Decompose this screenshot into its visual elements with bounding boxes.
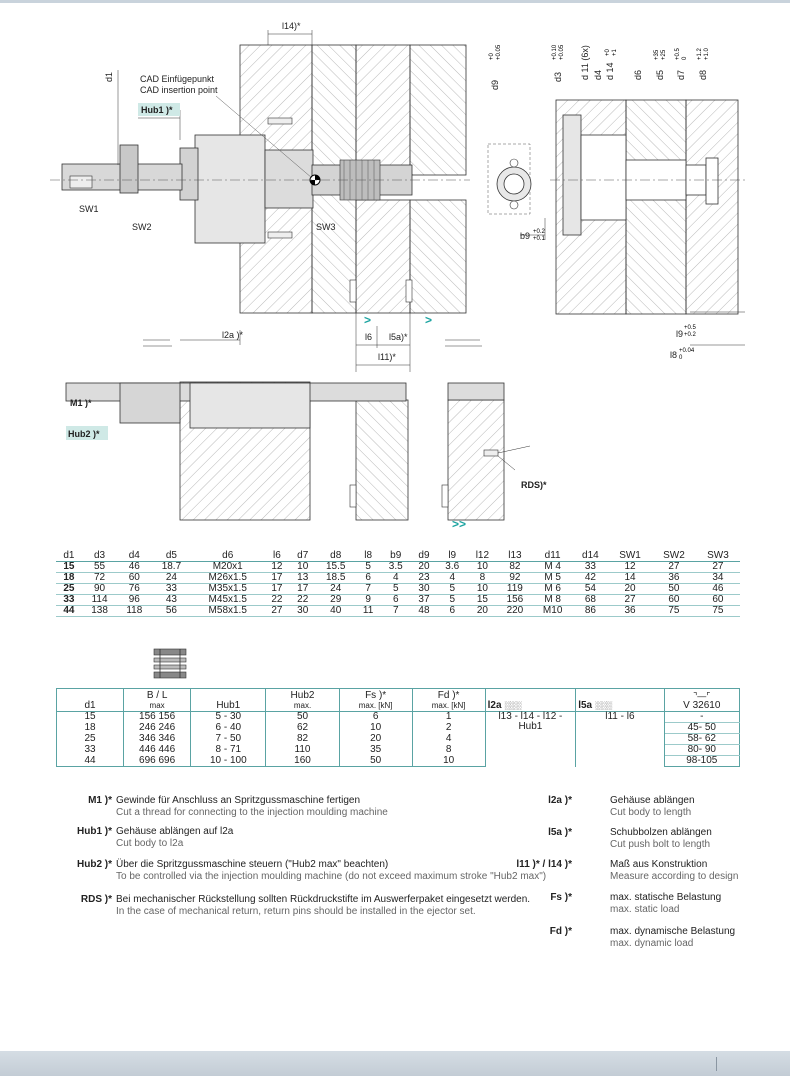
label-d3-tol-bot: +0.05: [559, 44, 565, 60]
table-cell: 55: [93, 561, 106, 572]
table-cell: 3.6: [445, 561, 460, 572]
note-item: [500, 859, 790, 885]
label-l2a: l2a )*: [222, 330, 244, 340]
table-cell: 18: [63, 572, 75, 583]
label-b9-tol-top: +0.2: [533, 229, 545, 235]
t1-header-cell: b9: [380, 549, 411, 562]
table-cell: 5: [365, 561, 371, 572]
note-key: l11 )* / l14 )*: [516, 859, 572, 870]
table-cell: 446 446: [124, 745, 191, 756]
table-cell: 25: [63, 583, 75, 594]
label-l11: l11)*: [378, 352, 396, 362]
note-text-de: Gewinde für Anschluss an Spritzgussmaschine fertigen: [116, 795, 361, 806]
table-cell: 10: [476, 583, 488, 594]
table-cell: 27: [712, 561, 724, 572]
table-cell: 48: [418, 605, 430, 616]
table-row: [56, 584, 740, 595]
table-cell: 4: [412, 734, 485, 745]
table-cell: 10: [297, 561, 309, 572]
t2-header-bl: B / L max: [124, 689, 191, 712]
table-cell: 33: [584, 561, 596, 572]
t2-header-l5a: l5a ░░░: [576, 689, 664, 712]
table-cell: 24: [330, 583, 342, 594]
table-cell: 5: [449, 594, 455, 605]
t1-header-cell: d4: [117, 549, 151, 562]
table-cell: M58x1.5: [208, 605, 247, 616]
table-cell: 10: [476, 561, 488, 572]
note-item: [500, 827, 790, 853]
page-footer: [0, 1051, 790, 1076]
table-cell: 30: [418, 583, 430, 594]
table-cell: 90: [93, 583, 106, 594]
table-cell: 9: [365, 594, 371, 605]
label-d5-tol-bot: +25: [661, 49, 667, 60]
table-cell: 27: [668, 561, 680, 572]
note-item: [0, 894, 540, 920]
svg-text:>>: >>: [452, 517, 467, 531]
label-d9-tol-bot: +0.05: [496, 44, 502, 60]
table-cell: 30: [297, 605, 309, 616]
table-cell: M 5: [544, 572, 561, 583]
table-cell: 10: [339, 723, 412, 734]
table-cell: 13: [297, 572, 309, 583]
table-cell: 76: [128, 583, 140, 594]
label-l8: l8: [670, 350, 678, 360]
table-cell: 20: [418, 561, 430, 572]
table-cell: M 8: [544, 594, 561, 605]
table-cell: 118: [126, 605, 143, 616]
t1-header-cell: SW1: [608, 549, 652, 562]
table-row: [56, 562, 740, 573]
table-cell: 10 - 100: [191, 756, 266, 767]
table-cell: 86: [584, 605, 596, 616]
table-cell: 5: [392, 583, 399, 594]
table-cell: 60: [668, 594, 680, 605]
front-detail-view: [488, 144, 545, 240]
label-cad-de: CAD Einfügepunkt: [140, 74, 215, 84]
t1-header-cell: SW2: [652, 549, 696, 562]
table-cell: 44: [57, 756, 124, 767]
label-d3-tol-top: +0.10: [552, 44, 558, 60]
stroke-load-table: [56, 688, 740, 767]
table-cell: 98-105: [664, 756, 739, 767]
label-d14-tol-top: +0: [605, 49, 611, 56]
label-cad-en: CAD insertion point: [140, 85, 218, 95]
table-row: [56, 606, 740, 617]
t1-header-cell: l9: [437, 549, 468, 562]
label-l6: l6: [365, 332, 373, 342]
table-cell: 62: [266, 723, 339, 734]
table-cell: 60: [712, 594, 724, 605]
table-cell: 17: [297, 583, 309, 594]
label-d9-tol-top: +0: [489, 53, 495, 60]
table-cell: 54: [584, 583, 596, 594]
table-cell: 5: [449, 583, 455, 594]
table-cell: 114: [91, 594, 108, 605]
table-cell: 44: [63, 605, 75, 616]
t1-header-cell: d3: [82, 549, 117, 562]
table-cell: 7 - 50: [191, 734, 266, 745]
note-text-en: Measure according to design: [610, 871, 739, 882]
table-cell: 35: [339, 745, 412, 756]
label-hub2: Hub2 )*: [68, 429, 100, 439]
label-d8: d8: [698, 69, 708, 80]
note-text-de: Gehäuse ablängen auf l2a: [116, 826, 234, 837]
table-cell: 22: [297, 594, 309, 605]
t2-header-fs: Fs )* max. [kN]: [339, 689, 412, 712]
table-cell: 20: [339, 734, 412, 745]
table-cell: 5 - 30: [191, 712, 266, 723]
svg-text:>: >: [425, 313, 433, 327]
label-l14: l14)*: [282, 21, 301, 31]
table-cell: M26x1.5: [208, 572, 247, 583]
label-d11: d 11 (6x): [580, 45, 590, 80]
note-text-de: Über die Spritzgussmaschine steuern ("Hub2 max" beachten): [116, 859, 389, 870]
table-cell: 346 346: [124, 734, 191, 745]
label-sw2: SW2: [132, 222, 152, 232]
table-cell: 18.7: [161, 561, 182, 572]
label-hub1: Hub1 )*: [141, 105, 173, 115]
label-l9: l9: [676, 329, 684, 339]
t1-header-cell: d7: [290, 549, 316, 562]
table-cell: 20: [476, 605, 488, 616]
label-d6: d6: [633, 69, 643, 80]
table-cell: 3.5: [388, 561, 403, 572]
t2-header-hub1: Hub1: [191, 689, 266, 712]
note-text-en: In the case of mechanical return, return pins should be installed in the ejector set.: [116, 906, 476, 917]
t1-header-cell: l6: [264, 549, 290, 562]
table-cell: 110: [266, 745, 339, 756]
table-cell: 33: [57, 745, 124, 756]
table-cell: 119: [506, 583, 523, 594]
label-sw3: SW3: [316, 222, 336, 232]
note-text-de: max. dynamische Belastung: [610, 926, 736, 937]
table-cell: 25: [57, 734, 124, 745]
label-d7-tol-top: +0.5: [675, 48, 681, 60]
table-cell: 12: [624, 561, 636, 572]
note-text-en: max. dynamic load: [610, 938, 694, 949]
note-item: [500, 926, 790, 952]
note-text-de: Maß aus Konstruktion: [610, 859, 708, 870]
table-cell: 6: [365, 572, 371, 583]
table-cell: M 4: [544, 561, 561, 572]
t1-header-cell: d14: [573, 549, 608, 562]
table-cell: 27: [271, 605, 283, 616]
table-cell: 45- 50: [664, 723, 739, 734]
table-cell: 50: [668, 583, 680, 594]
table-cell: 15: [63, 561, 75, 572]
note-text-en: max. static load: [610, 904, 680, 915]
table-cell: 33: [165, 583, 177, 594]
table-cell: M20x1: [212, 561, 243, 572]
t1-header-cell: d6: [192, 549, 264, 562]
table-cell: 2: [412, 723, 485, 734]
table-cell: 6: [449, 605, 455, 616]
table-cell: 220: [506, 605, 524, 616]
note-text-en: Cut push bolt to length: [610, 839, 711, 850]
note-key: l5a )*: [548, 827, 572, 838]
label-b9-tol-bot: +0.1: [533, 236, 545, 242]
table-cell: M35x1.5: [208, 583, 247, 594]
note-text-en: To be controlled via the injection moulding machine (do not exceed maximum stroke "Hub2 max"): [116, 871, 547, 882]
label-d14-tol-bot: +1: [612, 49, 618, 56]
table-cell: 14: [624, 572, 636, 583]
table-cell: M10: [542, 605, 563, 616]
label-d4: d4: [593, 69, 603, 80]
table-cell: 10: [412, 756, 485, 767]
label-d7-tol-bot: 0: [682, 56, 688, 60]
table-cell: 60: [128, 572, 140, 583]
table-cell: 42: [584, 572, 596, 583]
svg-text:>: >: [364, 313, 372, 327]
note-text-de: Gehäuse ablängen: [610, 795, 695, 806]
table-cell: 33: [63, 594, 75, 605]
table-cell: 11: [362, 605, 374, 616]
table-cell: 46: [128, 561, 140, 572]
t2-header-v: ⌝—⌜ V 32610: [664, 689, 739, 712]
table-cell: 24: [165, 572, 177, 583]
die-set-icon: [150, 645, 190, 681]
table-cell: 6 - 40: [191, 723, 266, 734]
table-cell: 6: [339, 712, 412, 723]
label-d9: d9: [490, 79, 500, 90]
note-key: Fs )*: [550, 892, 572, 903]
table-cell: 156: [506, 594, 524, 605]
table-cell: 56: [165, 605, 177, 616]
table-cell: 75: [712, 605, 724, 616]
table-cell: 138: [91, 605, 108, 616]
label-rds: RDS)*: [521, 480, 547, 490]
note-text-en: Cut a thread for connecting to the injection moulding machine: [116, 807, 388, 818]
table-cell: M45x1.5: [208, 594, 247, 605]
table-row: [56, 595, 740, 606]
table-cell: 96: [128, 594, 140, 605]
table-cell: 15: [476, 594, 488, 605]
table-row: [57, 712, 740, 723]
t2-header-fd: Fd )* max. [kN]: [412, 689, 485, 712]
label-d8-tol-bot: +1.0: [704, 48, 710, 60]
label-d1: d1: [104, 71, 114, 82]
notes-right: [500, 795, 790, 955]
table-cell: 46: [712, 583, 724, 594]
label-d14: d 14: [605, 62, 615, 80]
table-cell: 82: [509, 561, 521, 572]
l5a-formula: l11 - l6: [576, 712, 664, 767]
note-text-en: Cut body to l2a: [116, 838, 184, 849]
table-cell: 36: [668, 572, 680, 583]
t1-header-cell: d11: [533, 549, 573, 562]
table-cell: 68: [584, 594, 596, 605]
note-key: l2a )*: [548, 795, 572, 806]
table-cell: 4: [449, 572, 455, 583]
label-l9-tol-top: +0.5: [684, 325, 696, 331]
label-m1: M1 )*: [70, 398, 92, 408]
label-l8-tol-top: +0.04: [679, 348, 695, 354]
label-sw1: SW1: [79, 204, 99, 214]
note-item: [500, 892, 790, 918]
table-cell: 36: [624, 605, 636, 616]
table-cell: 1: [412, 712, 485, 723]
note-key: M1 )*: [88, 795, 112, 806]
note-item: [0, 795, 540, 821]
table-cell: 7: [392, 605, 399, 616]
table-cell: 18.5: [326, 572, 346, 583]
table-cell: 4: [392, 572, 399, 583]
note-key: Hub1 )*: [77, 826, 112, 837]
label-d3: d3: [553, 71, 563, 82]
table-cell: 246 246: [124, 723, 191, 734]
table-cell: 27: [624, 594, 636, 605]
note-item: [0, 826, 540, 852]
table-cell: 23: [418, 572, 430, 583]
table-cell: 22: [271, 594, 283, 605]
table-cell: 18: [57, 723, 124, 734]
table-cell: 72: [93, 572, 106, 583]
label-l8-tol-bot: 0: [679, 355, 683, 361]
label-d5: d5: [655, 69, 665, 80]
table-cell: 7: [365, 583, 371, 594]
t1-header-cell: l13: [497, 549, 532, 562]
t1-header-cell: SW3: [696, 549, 740, 562]
table-cell: 156 156: [124, 712, 191, 723]
main-section-view: [50, 30, 482, 372]
wrench-icon: ⌝—⌜: [693, 691, 711, 701]
table-cell: 43: [165, 594, 177, 605]
table-cell: 8: [412, 745, 485, 756]
table-cell: 8: [479, 572, 486, 583]
table-cell: -: [664, 712, 739, 723]
label-l9-tol-bot: +0.2: [684, 332, 696, 338]
table-cell: 8 - 71: [191, 745, 266, 756]
table-cell: 75: [668, 605, 680, 616]
label-b9: b9: [520, 231, 531, 241]
table-row: [56, 573, 740, 584]
t1-header-cell: d5: [151, 549, 191, 562]
table-cell: 58- 62: [664, 734, 739, 745]
t2-header-l2a: l2a ░░░: [485, 689, 576, 712]
table-cell: 160: [266, 756, 339, 767]
table-cell: 92: [509, 572, 521, 583]
table-cell: 50: [339, 756, 412, 767]
label-d8-tol-top: +1.2: [697, 48, 703, 60]
table-cell: 34: [712, 572, 724, 583]
table-cell: 696 696: [124, 756, 191, 767]
t1-header-cell: d8: [316, 549, 356, 562]
lower-section-view: [66, 382, 530, 531]
note-key: Fd )*: [549, 926, 572, 937]
table-cell: 17: [271, 583, 283, 594]
label-l5a: l5a)*: [389, 332, 408, 342]
table-cell: 80- 90: [664, 745, 739, 756]
t1-header-cell: l12: [468, 549, 498, 562]
t2-header-hub2: Hub2 max.: [266, 689, 339, 712]
note-text-de: Schubbolzen ablängen: [610, 827, 712, 838]
t1-header-cell: d1: [56, 549, 82, 562]
note-text-de: Bei mechanischer Rückstellung sollten Rückdruckstifte im Auswerferpaket eingesetzt werden.: [116, 894, 531, 905]
l2a-formula: l13 - l14 - l12 - Hub1: [485, 712, 576, 767]
table-cell: 6: [392, 594, 399, 605]
note-key: RDS )*: [80, 894, 112, 905]
note-key: Hub2 )*: [77, 859, 112, 870]
table-cell: 15.5: [326, 561, 346, 572]
note-item: [500, 795, 790, 821]
table-cell: 50: [266, 712, 339, 723]
table-cell: 15: [57, 712, 124, 723]
table-cell: 82: [266, 734, 339, 745]
table-cell: 37: [418, 594, 430, 605]
t1-header-cell: l8: [356, 549, 381, 562]
table-cell: 20: [624, 583, 636, 594]
dimensions-table: [56, 549, 740, 617]
table-cell: 40: [330, 605, 342, 616]
label-d7: d7: [676, 69, 686, 80]
note-text-de: max. statische Belastung: [610, 892, 722, 903]
table-cell: 17: [271, 572, 283, 583]
t2-header-d1: d1: [57, 689, 124, 712]
table-cell: 12: [271, 561, 283, 572]
table-cell: 29: [330, 594, 342, 605]
t1-header-cell: d9: [411, 549, 437, 562]
right-section-view: [550, 100, 745, 345]
note-text-en: Cut body to length: [610, 807, 692, 818]
label-d5-tol-top: +35: [654, 49, 660, 60]
table-cell: M 6: [544, 583, 561, 594]
